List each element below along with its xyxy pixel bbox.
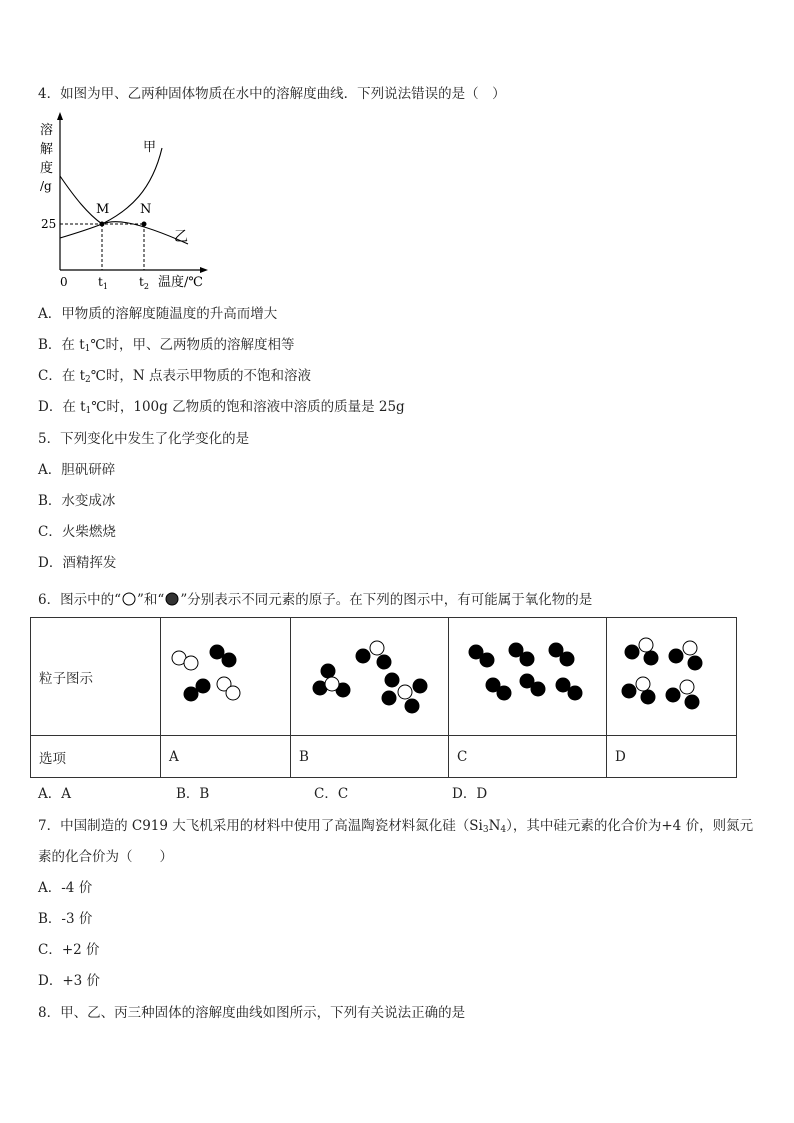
diagram-b xyxy=(291,618,449,736)
curve-jia xyxy=(102,148,162,224)
q5-option-a: A．胆矾研碎 xyxy=(38,462,116,478)
origin-label: 0 xyxy=(60,275,68,289)
q5-option-d: D．酒精挥发 xyxy=(38,555,117,571)
q4-stem: 4．如图为甲、乙两种固体物质在水中的溶解度曲线．下列说法错误的是（ ） xyxy=(38,86,506,102)
ylabel-2: 解 xyxy=(40,142,54,157)
t1-label: $t_1$ xyxy=(98,275,108,290)
q5-stem: 5．下列变化中发生了化学变化的是 xyxy=(38,431,250,447)
label-n: N xyxy=(140,202,152,217)
diagram-a xyxy=(161,618,291,736)
diagram-c-svg xyxy=(449,618,606,731)
ylabel-3: 度 xyxy=(40,161,54,176)
q7-option-c: C．+2 价 xyxy=(38,942,100,958)
q7-option-d: D．+3 价 xyxy=(38,973,101,989)
q6-answer-a: A．A xyxy=(38,786,71,802)
diagram-d-svg xyxy=(607,618,736,731)
diagram-d xyxy=(607,618,737,736)
label-jia: 甲 xyxy=(143,140,157,155)
t2-label: $t_2$ xyxy=(139,275,149,290)
q6-answer-d: D．D xyxy=(452,786,488,802)
q7-option-b: B．-3 价 xyxy=(38,911,93,927)
q7-stem-line2: 素的化合价为（ ） xyxy=(38,849,173,865)
q8-stem: 8．甲、乙、丙三种固体的溶解度曲线如图所示，下列有关说法正确的是 xyxy=(38,1005,466,1021)
q6-stem: 6．图示中的“ ”和“ ”分别表示不同元素的原子。在下列的图示中，有可能属于氧化物的是 xyxy=(38,592,593,608)
q6-answers xyxy=(38,782,487,802)
q6-answer-c: C．C xyxy=(314,786,349,802)
q5-option-b: B．水变成冰 xyxy=(38,493,116,509)
row2-header: 选项 xyxy=(31,736,161,778)
ylabel-4: /g xyxy=(40,179,52,193)
option-cell-b: B xyxy=(291,736,449,778)
black-atom-icon xyxy=(164,592,180,606)
q7-option-a: A．-4 价 xyxy=(38,880,93,896)
q4-option-d: D．在 $t_1℃$时，100g 乙物质的饱和溶液中溶质的质量是 25g xyxy=(38,399,405,416)
q4-option-a: A．甲物质的溶解度随温度的升高而增大 xyxy=(38,306,278,322)
diagram-c xyxy=(449,618,607,736)
row1-header: 粒子图示 xyxy=(31,618,161,736)
label-m: M xyxy=(96,202,110,217)
q6-answer-b: B．B xyxy=(176,786,210,802)
ylabel-1: 溶 xyxy=(40,123,54,138)
y-tick-25: 25 xyxy=(41,217,57,231)
particle-table xyxy=(30,617,737,778)
diagram-b-svg xyxy=(291,618,448,731)
q7-stem-line1: 7．中国制造的 C919 大飞机采用的材料中使用了高温陶瓷材料氮化硅$(Si_3N_4)$，其中硅元素的化合价为+4 价，则氮元 xyxy=(38,818,754,835)
option-cell-c: C xyxy=(449,736,607,778)
diagram-a-svg xyxy=(161,618,290,731)
curve-yi xyxy=(60,222,188,244)
point-m xyxy=(100,222,105,227)
xlabel: 温度/℃ xyxy=(158,275,203,290)
y-axis-arrow xyxy=(57,112,63,120)
q4-option-c: C．在 $t_2℃$时，N 点表示甲物质的不饱和溶液 xyxy=(38,368,311,385)
option-cell-d: D xyxy=(607,736,737,778)
white-atom-icon xyxy=(121,592,137,606)
point-n xyxy=(142,222,147,227)
solubility-graph xyxy=(30,110,220,290)
label-yi: 乙 xyxy=(174,229,188,245)
option-cell-a: A xyxy=(161,736,291,778)
q5-option-c: C．火柴燃烧 xyxy=(38,524,116,540)
q4-option-b: B．在 $t_1℃$时，甲、乙两物质的溶解度相等 xyxy=(38,337,295,354)
x-axis-arrow xyxy=(200,267,208,273)
